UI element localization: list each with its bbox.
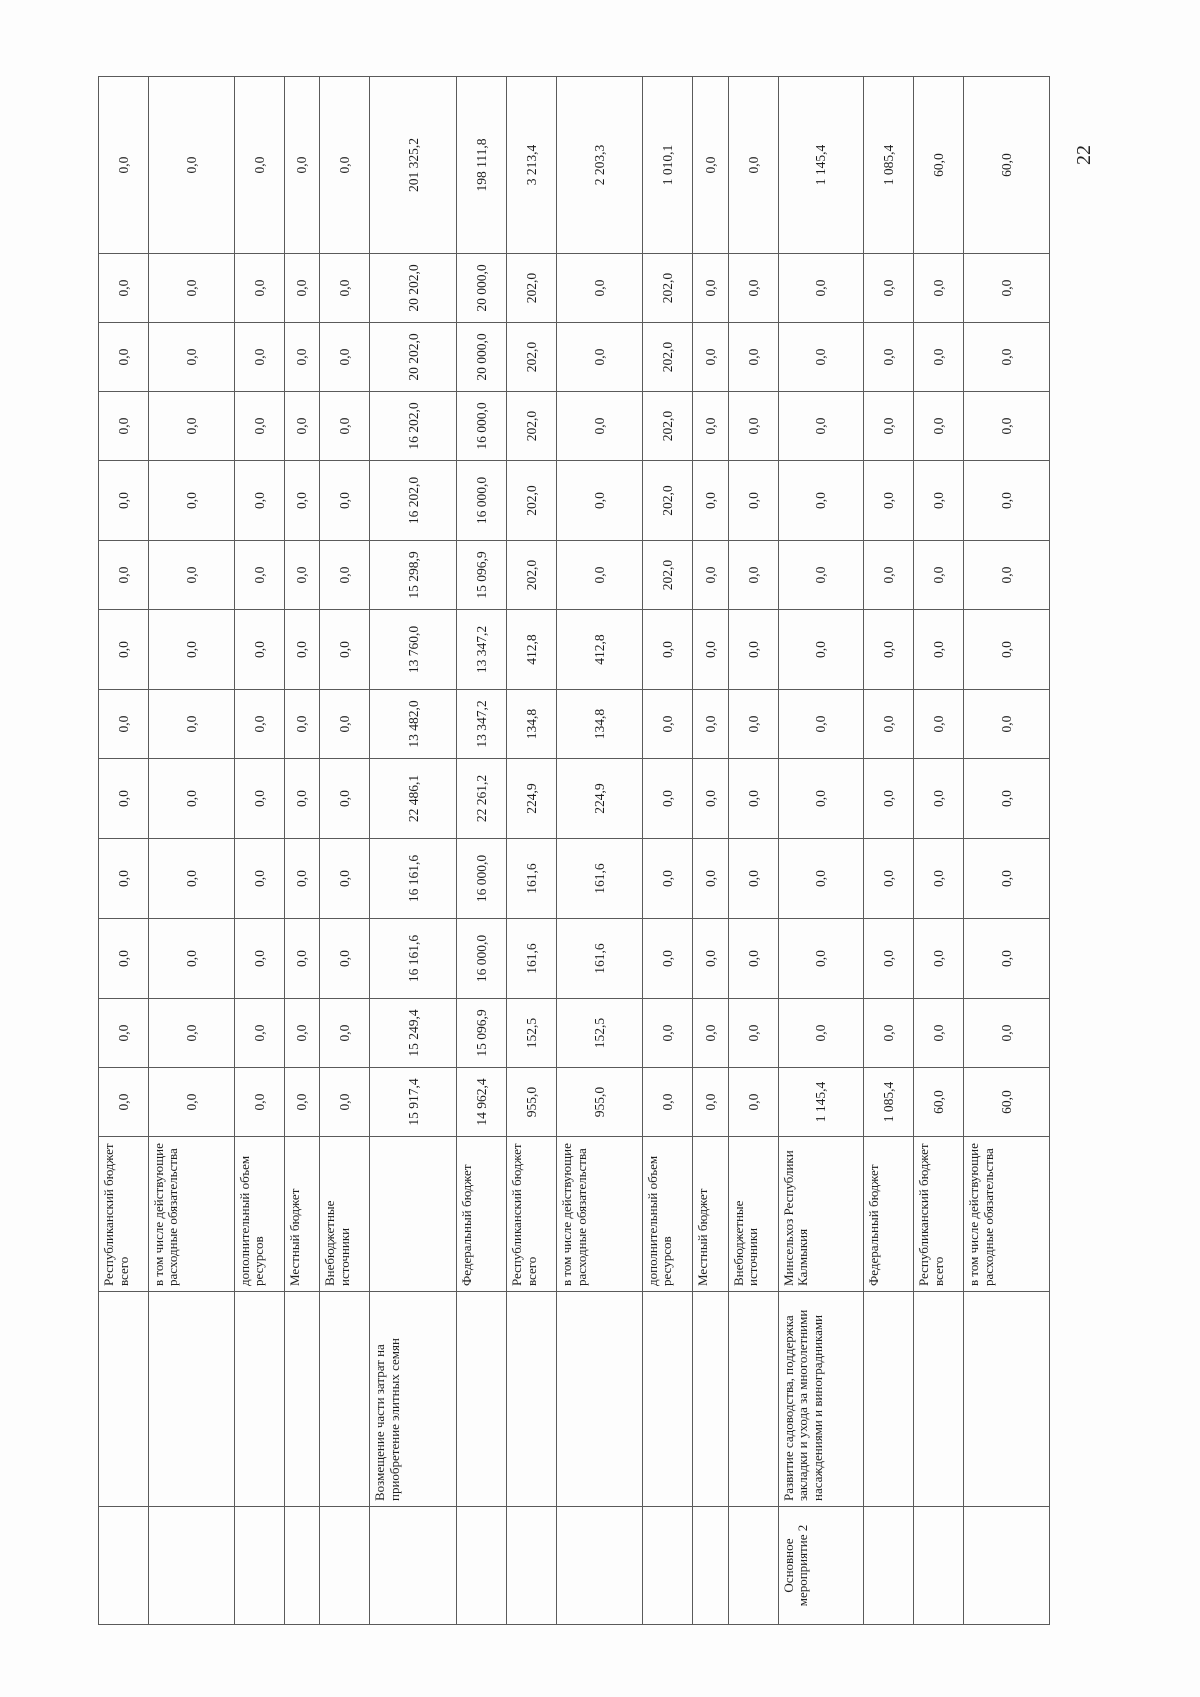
cell-value: 0,0 <box>864 839 914 919</box>
cell-value: 0,0 <box>234 919 284 999</box>
cell-value: 0,0 <box>234 541 284 610</box>
cell-event <box>642 1507 692 1625</box>
cell-value: 0,0 <box>148 610 234 690</box>
cell-value: 16 000,0 <box>457 839 507 919</box>
cell-value: 202,0 <box>642 392 692 461</box>
cell-value: 202,0 <box>507 461 557 541</box>
cell-measure-name <box>507 1292 557 1507</box>
cell-value: 0,0 <box>728 610 778 690</box>
cell-value: 0,0 <box>692 254 728 323</box>
cell-event <box>507 1507 557 1625</box>
cell-event <box>148 1507 234 1625</box>
cell-value: 0,0 <box>320 759 370 839</box>
table-frame <box>98 77 1050 1625</box>
cell-value: 20 000,0 <box>457 323 507 392</box>
cell-value: 0,0 <box>234 1068 284 1137</box>
cell-event <box>964 1507 1050 1625</box>
cell-value: 0,0 <box>320 1068 370 1137</box>
cell-value: 0,0 <box>964 690 1050 759</box>
cell-funding-source: Местный бюджет <box>284 1137 320 1292</box>
cell-total-value: 60,0 <box>914 77 964 254</box>
cell-value: 0,0 <box>914 919 964 999</box>
cell-value: 0,0 <box>692 759 728 839</box>
cell-value: 202,0 <box>642 254 692 323</box>
cell-value: 16 000,0 <box>457 392 507 461</box>
cell-value: 15 917,4 <box>370 1068 457 1137</box>
cell-value: 14 962,4 <box>457 1068 507 1137</box>
cell-value: 0,0 <box>778 690 864 759</box>
cell-value: 0,0 <box>692 610 728 690</box>
cell-value: 0,0 <box>99 690 149 759</box>
cell-value: 0,0 <box>864 690 914 759</box>
cell-value: 0,0 <box>320 999 370 1068</box>
cell-measure-name <box>457 1292 507 1507</box>
cell-total-value: 1 145,4 <box>778 77 864 254</box>
cell-measure-name <box>320 1292 370 1507</box>
cell-value: 15 096,9 <box>457 999 507 1068</box>
cell-value: 224,9 <box>507 759 557 839</box>
cell-value: 0,0 <box>234 461 284 541</box>
cell-total-value: 0,0 <box>284 77 320 254</box>
cell-value: 0,0 <box>148 999 234 1068</box>
cell-value: 0,0 <box>557 392 643 461</box>
cell-value: 0,0 <box>557 323 643 392</box>
table-row <box>284 77 320 1625</box>
cell-value: 20 202,0 <box>370 254 457 323</box>
cell-total-value: 3 213,4 <box>507 77 557 254</box>
cell-value: 161,6 <box>507 839 557 919</box>
cell-value: 0,0 <box>864 392 914 461</box>
budget-table <box>98 76 1050 1625</box>
cell-funding-source: Внебюджетные источники <box>728 1137 778 1292</box>
cell-event <box>728 1507 778 1625</box>
cell-total-value: 0,0 <box>234 77 284 254</box>
cell-value: 161,6 <box>557 919 643 999</box>
cell-value: 202,0 <box>642 461 692 541</box>
cell-value: 0,0 <box>284 610 320 690</box>
cell-total-value: 60,0 <box>964 77 1050 254</box>
cell-value: 0,0 <box>728 690 778 759</box>
cell-value: 0,0 <box>642 999 692 1068</box>
cell-value: 16 202,0 <box>370 461 457 541</box>
cell-measure-name: Возмещение части затрат на приобретение элитных семян <box>370 1292 457 1507</box>
cell-funding-source: Республиканский бюджет всего <box>507 1137 557 1292</box>
cell-value: 20 000,0 <box>457 254 507 323</box>
cell-value: 22 486,1 <box>370 759 457 839</box>
cell-value: 0,0 <box>99 759 149 839</box>
cell-total-value: 0,0 <box>692 77 728 254</box>
cell-value: 0,0 <box>234 323 284 392</box>
cell-value: 0,0 <box>778 254 864 323</box>
cell-value: 0,0 <box>964 323 1050 392</box>
cell-value: 0,0 <box>642 759 692 839</box>
cell-funding-source: дополнительный объем ресурсов <box>642 1137 692 1292</box>
cell-value: 0,0 <box>99 610 149 690</box>
cell-value: 0,0 <box>148 919 234 999</box>
cell-total-value: 1 085,4 <box>864 77 914 254</box>
cell-value: 0,0 <box>728 999 778 1068</box>
cell-event <box>692 1507 728 1625</box>
cell-value: 0,0 <box>728 392 778 461</box>
cell-value: 0,0 <box>864 999 914 1068</box>
cell-value: 13 482,0 <box>370 690 457 759</box>
cell-funding-source: Минсельхоз Республики Калмыкия <box>778 1137 864 1292</box>
cell-value: 0,0 <box>642 919 692 999</box>
cell-value: 0,0 <box>557 461 643 541</box>
cell-funding-source: дополнительный объем ресурсов <box>234 1137 284 1292</box>
cell-value: 0,0 <box>284 839 320 919</box>
cell-event: Основное мероприятие 2 <box>778 1507 864 1625</box>
cell-value: 0,0 <box>778 323 864 392</box>
cell-funding-source: Федеральный бюджет <box>457 1137 507 1292</box>
table-row <box>964 77 1050 1625</box>
cell-value: 412,8 <box>507 610 557 690</box>
cell-value: 0,0 <box>284 1068 320 1137</box>
cell-value: 0,0 <box>99 919 149 999</box>
cell-value: 0,0 <box>692 839 728 919</box>
cell-value: 0,0 <box>642 1068 692 1137</box>
cell-funding-source: Внебюджетные источники <box>320 1137 370 1292</box>
cell-value: 152,5 <box>557 999 643 1068</box>
cell-value: 0,0 <box>778 541 864 610</box>
cell-measure-name <box>642 1292 692 1507</box>
cell-value: 0,0 <box>964 610 1050 690</box>
table-row <box>642 77 692 1625</box>
cell-value: 0,0 <box>728 254 778 323</box>
cell-value: 0,0 <box>234 690 284 759</box>
cell-value: 0,0 <box>99 999 149 1068</box>
cell-value: 0,0 <box>728 759 778 839</box>
cell-value: 0,0 <box>148 461 234 541</box>
table-row <box>507 77 557 1625</box>
cell-event <box>320 1507 370 1625</box>
cell-value: 202,0 <box>642 541 692 610</box>
cell-value: 13 347,2 <box>457 610 507 690</box>
cell-value: 0,0 <box>284 254 320 323</box>
cell-value: 0,0 <box>148 323 234 392</box>
cell-value: 0,0 <box>728 541 778 610</box>
cell-event <box>99 1507 149 1625</box>
cell-measure-name <box>728 1292 778 1507</box>
cell-value: 0,0 <box>964 919 1050 999</box>
cell-value: 0,0 <box>284 323 320 392</box>
cell-measure-name <box>99 1292 149 1507</box>
cell-value: 0,0 <box>284 392 320 461</box>
cell-event <box>370 1507 457 1625</box>
cell-measure-name <box>557 1292 643 1507</box>
cell-funding-source: Местный бюджет <box>692 1137 728 1292</box>
cell-value: 0,0 <box>914 759 964 839</box>
cell-value: 0,0 <box>234 759 284 839</box>
cell-value: 0,0 <box>148 839 234 919</box>
cell-value: 15 249,4 <box>370 999 457 1068</box>
cell-funding-source: Федеральный бюджет <box>864 1137 914 1292</box>
cell-value: 0,0 <box>778 919 864 999</box>
cell-value: 0,0 <box>864 323 914 392</box>
cell-value: 0,0 <box>864 254 914 323</box>
cell-value: 0,0 <box>692 392 728 461</box>
cell-value: 0,0 <box>778 461 864 541</box>
cell-value: 0,0 <box>728 919 778 999</box>
cell-value: 955,0 <box>507 1068 557 1137</box>
table-row <box>320 77 370 1625</box>
table-row <box>778 77 864 1625</box>
cell-value: 0,0 <box>914 690 964 759</box>
table-row <box>728 77 778 1625</box>
cell-value: 0,0 <box>692 1068 728 1137</box>
cell-event <box>864 1507 914 1625</box>
cell-value: 0,0 <box>642 839 692 919</box>
cell-value: 0,0 <box>148 759 234 839</box>
cell-value: 0,0 <box>692 461 728 541</box>
cell-value: 0,0 <box>778 610 864 690</box>
cell-value: 0,0 <box>728 839 778 919</box>
cell-value: 0,0 <box>778 839 864 919</box>
table-row <box>370 77 457 1625</box>
cell-value: 0,0 <box>148 392 234 461</box>
cell-value: 0,0 <box>234 610 284 690</box>
cell-event <box>234 1507 284 1625</box>
cell-value: 224,9 <box>557 759 643 839</box>
cell-value: 0,0 <box>99 1068 149 1137</box>
cell-event <box>914 1507 964 1625</box>
cell-total-value: 0,0 <box>320 77 370 254</box>
cell-value: 134,8 <box>557 690 643 759</box>
table-row <box>557 77 643 1625</box>
cell-value: 0,0 <box>99 461 149 541</box>
cell-event <box>557 1507 643 1625</box>
table-row <box>457 77 507 1625</box>
cell-value: 0,0 <box>914 392 964 461</box>
cell-value: 0,0 <box>914 610 964 690</box>
cell-funding-source: Республиканский бюджет всего <box>99 1137 149 1292</box>
cell-value: 20 202,0 <box>370 323 457 392</box>
cell-measure-name <box>284 1292 320 1507</box>
cell-value: 0,0 <box>320 541 370 610</box>
cell-value: 0,0 <box>692 919 728 999</box>
cell-value: 0,0 <box>284 759 320 839</box>
cell-measure-name <box>148 1292 234 1507</box>
cell-value: 16 000,0 <box>457 461 507 541</box>
cell-value: 0,0 <box>99 392 149 461</box>
cell-measure-name <box>864 1292 914 1507</box>
cell-measure-name <box>234 1292 284 1507</box>
cell-value: 0,0 <box>320 461 370 541</box>
cell-funding-source: в том числе действующие расходные обязательства <box>148 1137 234 1292</box>
cell-value: 0,0 <box>642 610 692 690</box>
cell-value: 0,0 <box>778 999 864 1068</box>
cell-value: 0,0 <box>99 323 149 392</box>
cell-value: 0,0 <box>99 839 149 919</box>
page-number: 22 <box>1073 145 1095 165</box>
cell-value: 1 145,4 <box>778 1068 864 1137</box>
cell-value: 0,0 <box>864 541 914 610</box>
cell-value: 0,0 <box>778 392 864 461</box>
cell-value: 0,0 <box>964 839 1050 919</box>
table-row <box>864 77 914 1625</box>
table-row <box>148 77 234 1625</box>
cell-value: 16 161,6 <box>370 919 457 999</box>
cell-measure-name <box>914 1292 964 1507</box>
cell-value: 202,0 <box>507 541 557 610</box>
cell-value: 0,0 <box>557 254 643 323</box>
cell-value: 0,0 <box>320 839 370 919</box>
cell-value: 15 298,9 <box>370 541 457 610</box>
cell-value: 0,0 <box>964 461 1050 541</box>
cell-value: 0,0 <box>864 610 914 690</box>
cell-value: 0,0 <box>234 839 284 919</box>
cell-value: 0,0 <box>320 610 370 690</box>
cell-measure-name <box>964 1292 1050 1507</box>
cell-value: 161,6 <box>557 839 643 919</box>
cell-value: 0,0 <box>148 541 234 610</box>
cell-total-value: 0,0 <box>99 77 149 254</box>
cell-value: 16 161,6 <box>370 839 457 919</box>
cell-total-value: 201 325,2 <box>370 77 457 254</box>
table-row <box>234 77 284 1625</box>
cell-value: 0,0 <box>914 254 964 323</box>
cell-value: 0,0 <box>692 690 728 759</box>
cell-value: 0,0 <box>642 690 692 759</box>
cell-value: 0,0 <box>284 461 320 541</box>
cell-value: 202,0 <box>507 254 557 323</box>
cell-value: 0,0 <box>148 1068 234 1137</box>
cell-value: 0,0 <box>728 1068 778 1137</box>
cell-funding-source: Республиканский бюджет всего <box>914 1137 964 1292</box>
cell-value: 0,0 <box>557 541 643 610</box>
cell-value: 0,0 <box>964 541 1050 610</box>
cell-value: 0,0 <box>692 541 728 610</box>
cell-value: 202,0 <box>642 323 692 392</box>
cell-value: 0,0 <box>320 323 370 392</box>
cell-value: 15 096,9 <box>457 541 507 610</box>
cell-value: 0,0 <box>864 461 914 541</box>
cell-event <box>457 1507 507 1625</box>
cell-value: 0,0 <box>864 759 914 839</box>
cell-value: 0,0 <box>914 839 964 919</box>
cell-value: 0,0 <box>964 392 1050 461</box>
cell-value: 13 347,2 <box>457 690 507 759</box>
cell-value: 0,0 <box>234 392 284 461</box>
cell-value: 0,0 <box>234 254 284 323</box>
cell-total-value: 1 010,1 <box>642 77 692 254</box>
cell-value: 202,0 <box>507 392 557 461</box>
cell-value: 0,0 <box>284 541 320 610</box>
cell-value: 0,0 <box>778 759 864 839</box>
cell-value: 22 261,2 <box>457 759 507 839</box>
cell-value: 0,0 <box>234 999 284 1068</box>
cell-value: 0,0 <box>320 919 370 999</box>
cell-value: 1 085,4 <box>864 1068 914 1137</box>
cell-value: 0,0 <box>320 254 370 323</box>
cell-value: 134,8 <box>507 690 557 759</box>
cell-value: 0,0 <box>914 999 964 1068</box>
cell-total-value: 0,0 <box>148 77 234 254</box>
cell-measure-name <box>692 1292 728 1507</box>
cell-value: 0,0 <box>284 690 320 759</box>
table-row <box>914 77 964 1625</box>
cell-value: 0,0 <box>914 461 964 541</box>
cell-value: 0,0 <box>692 999 728 1068</box>
cell-value: 60,0 <box>914 1068 964 1137</box>
table-row <box>99 77 149 1625</box>
cell-value: 16 202,0 <box>370 392 457 461</box>
cell-value: 0,0 <box>914 323 964 392</box>
cell-value: 0,0 <box>148 254 234 323</box>
cell-value: 13 760,0 <box>370 610 457 690</box>
cell-value: 0,0 <box>284 919 320 999</box>
cell-value: 60,0 <box>964 1068 1050 1137</box>
cell-value: 0,0 <box>728 323 778 392</box>
cell-value: 0,0 <box>864 919 914 999</box>
cell-value: 0,0 <box>99 254 149 323</box>
cell-value: 0,0 <box>99 541 149 610</box>
cell-value: 202,0 <box>507 323 557 392</box>
cell-measure-name: Развитие садоводства, поддержка закладки и ухода за многолетними насаждениями и виноградниками <box>778 1292 864 1507</box>
cell-value: 0,0 <box>964 999 1050 1068</box>
cell-event <box>284 1507 320 1625</box>
cell-value: 0,0 <box>964 254 1050 323</box>
cell-value: 0,0 <box>728 461 778 541</box>
table-row <box>692 77 728 1625</box>
cell-value: 955,0 <box>557 1068 643 1137</box>
cell-funding-source: в том числе действующие расходные обязательства <box>557 1137 643 1292</box>
cell-value: 16 000,0 <box>457 919 507 999</box>
cell-total-value: 2 203,3 <box>557 77 643 254</box>
cell-value: 412,8 <box>557 610 643 690</box>
cell-funding-source: в том числе действующие расходные обязательства <box>964 1137 1050 1292</box>
cell-value: 0,0 <box>284 999 320 1068</box>
cell-total-value: 198 111,8 <box>457 77 507 254</box>
cell-value: 161,6 <box>507 919 557 999</box>
cell-value: 0,0 <box>914 541 964 610</box>
cell-value: 152,5 <box>507 999 557 1068</box>
cell-value: 0,0 <box>692 323 728 392</box>
cell-value: 0,0 <box>148 690 234 759</box>
cell-value: 0,0 <box>320 392 370 461</box>
cell-total-value: 0,0 <box>728 77 778 254</box>
cell-funding-source <box>370 1137 457 1292</box>
cell-value: 0,0 <box>320 690 370 759</box>
cell-value: 0,0 <box>964 759 1050 839</box>
